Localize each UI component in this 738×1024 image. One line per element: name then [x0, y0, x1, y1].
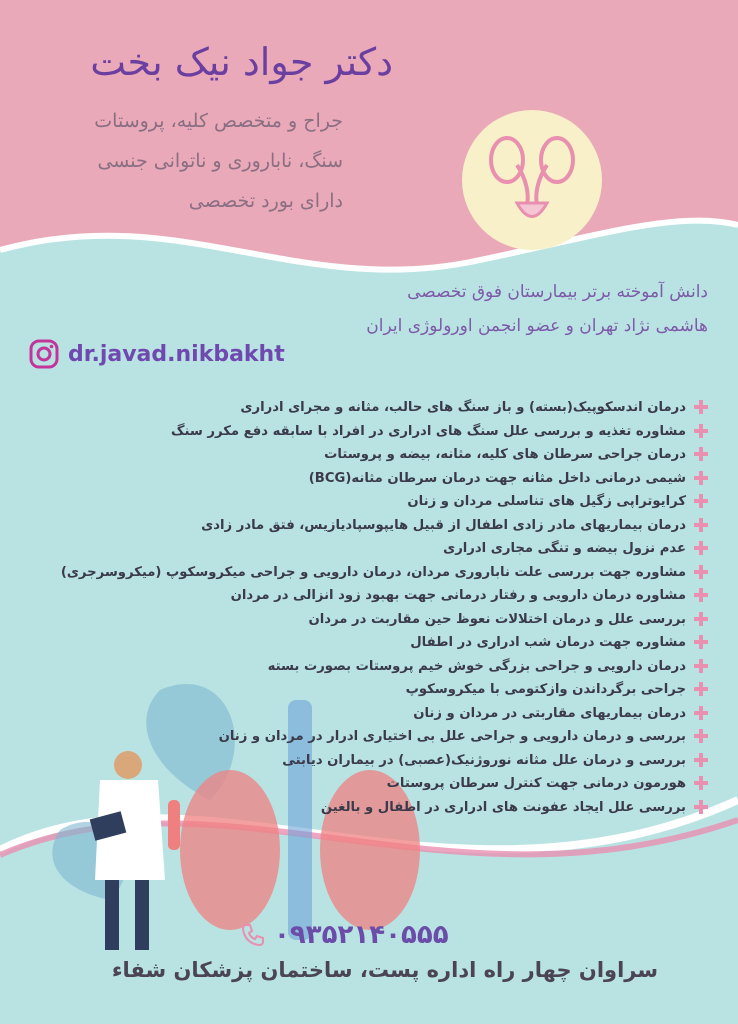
list-item: بررسی علل ایجاد عفونت های ادراری در اطفال و بالغین	[306, 796, 708, 820]
list-item: درمان دارویی و جراحی بزرگی خوش خیم پروستات بصورت بسته	[68, 655, 708, 679]
phone-number-text: ۰۹۳۵۲۱۴۰۵۵۵	[274, 920, 449, 950]
plus-icon	[694, 612, 708, 626]
plus-icon	[694, 471, 708, 485]
education-line-1: دانش آموخته برتر بیمارستان فوق تخصصی	[407, 282, 708, 302]
services-list	[60, 396, 708, 819]
subtitle-line-1: جراح و متخصص کلیه، پروستات	[94, 110, 343, 132]
plus-icon	[694, 776, 708, 790]
list-item: کرایوتراپی زگیل های تناسلی مردان و زنان	[68, 490, 708, 514]
list-item: بررسی علل و درمان اختلالات نعوظ حین مقاربت در مردان	[68, 608, 708, 632]
plus-icon	[694, 753, 708, 767]
list-item: مشاوره درمان دارویی و رفتار درمانی جهت بهبود زود انزالی در مردان	[68, 584, 708, 608]
list-item: شیمی درمانی داخل مثانه جهت درمان سرطان مثانه(BCG)	[68, 467, 708, 491]
plus-icon	[694, 494, 708, 508]
plus-icon	[694, 635, 708, 649]
instagram-handle-text: dr.javad.nikbakht	[68, 341, 285, 367]
list-item: هورمون درمانی جهت کنترل سرطان پروستات	[68, 772, 708, 796]
list-item: بررسی و درمان دارویی و جراحی علل بی اختیاری ادرار در مردان و زنان	[68, 725, 708, 749]
plus-icon	[694, 729, 708, 743]
plus-icon	[694, 518, 708, 532]
kidney-bladder-icon	[462, 110, 602, 250]
list-item: مشاوره جهت بررسی علت ناباروری مردان، درمان دارویی و جراحی میکروسکوپ (میکروسرجری)	[68, 561, 708, 585]
list-item: درمان اندسکوپیک(بسته) و باز سنگ های حالب، مثانه و مجرای ادراری	[68, 396, 708, 420]
phone-icon	[240, 922, 266, 948]
doctor-name: دکتر جواد نیک بخت	[90, 40, 393, 84]
plus-icon	[694, 565, 708, 579]
instagram-icon	[28, 338, 60, 370]
plus-icon	[694, 424, 708, 438]
phone-number[interactable]	[240, 920, 449, 950]
subtitle-line-2: سنگ، ناباروری و ناتوانی جنسی	[97, 150, 343, 172]
plus-icon	[694, 588, 708, 602]
subtitle-line-3: دارای بورد تخصصی	[188, 190, 343, 212]
list-item: جراحی برگرداندن وازکتومی با میکروسکوپ	[68, 678, 708, 702]
plus-icon	[694, 706, 708, 720]
list-item: درمان بیماریهای مقاربتی در مردان و زنان	[68, 702, 708, 726]
address: سراوان چهار راه اداره پست، ساختمان پزشکان شفاء	[111, 958, 658, 982]
list-item: مشاوره جهت درمان شب ادراری در اطفال	[68, 631, 708, 655]
list-item: مشاوره تغذیه و بررسی علل سنگ های ادراری در افراد با سابقه دفع مکرر سنگ	[68, 420, 708, 444]
list-item: درمان جراحی سرطان های کلیه، مثانه، بیضه و پروستات	[68, 443, 708, 467]
plus-icon	[694, 682, 708, 696]
plus-icon	[694, 659, 708, 673]
plus-icon	[694, 400, 708, 414]
plus-icon	[694, 447, 708, 461]
plus-icon	[694, 800, 708, 814]
list-item: درمان بیماریهای مادر زادی اطفال از قبیل هایپوسپادیازیس، فتق مادر زادی	[68, 514, 708, 538]
plus-icon	[694, 541, 708, 555]
list-item: عدم نزول بیضه و تنگی مجاری ادراری	[68, 537, 708, 561]
instagram-handle[interactable]	[28, 338, 285, 370]
education-line-2: هاشمی نژاد تهران و عضو انجمن اورولوژی ایران	[366, 316, 708, 336]
list-item: بررسی و درمان علل مثانه نوروژنیک(عصبی) در بیماران دیابتی	[68, 749, 708, 773]
